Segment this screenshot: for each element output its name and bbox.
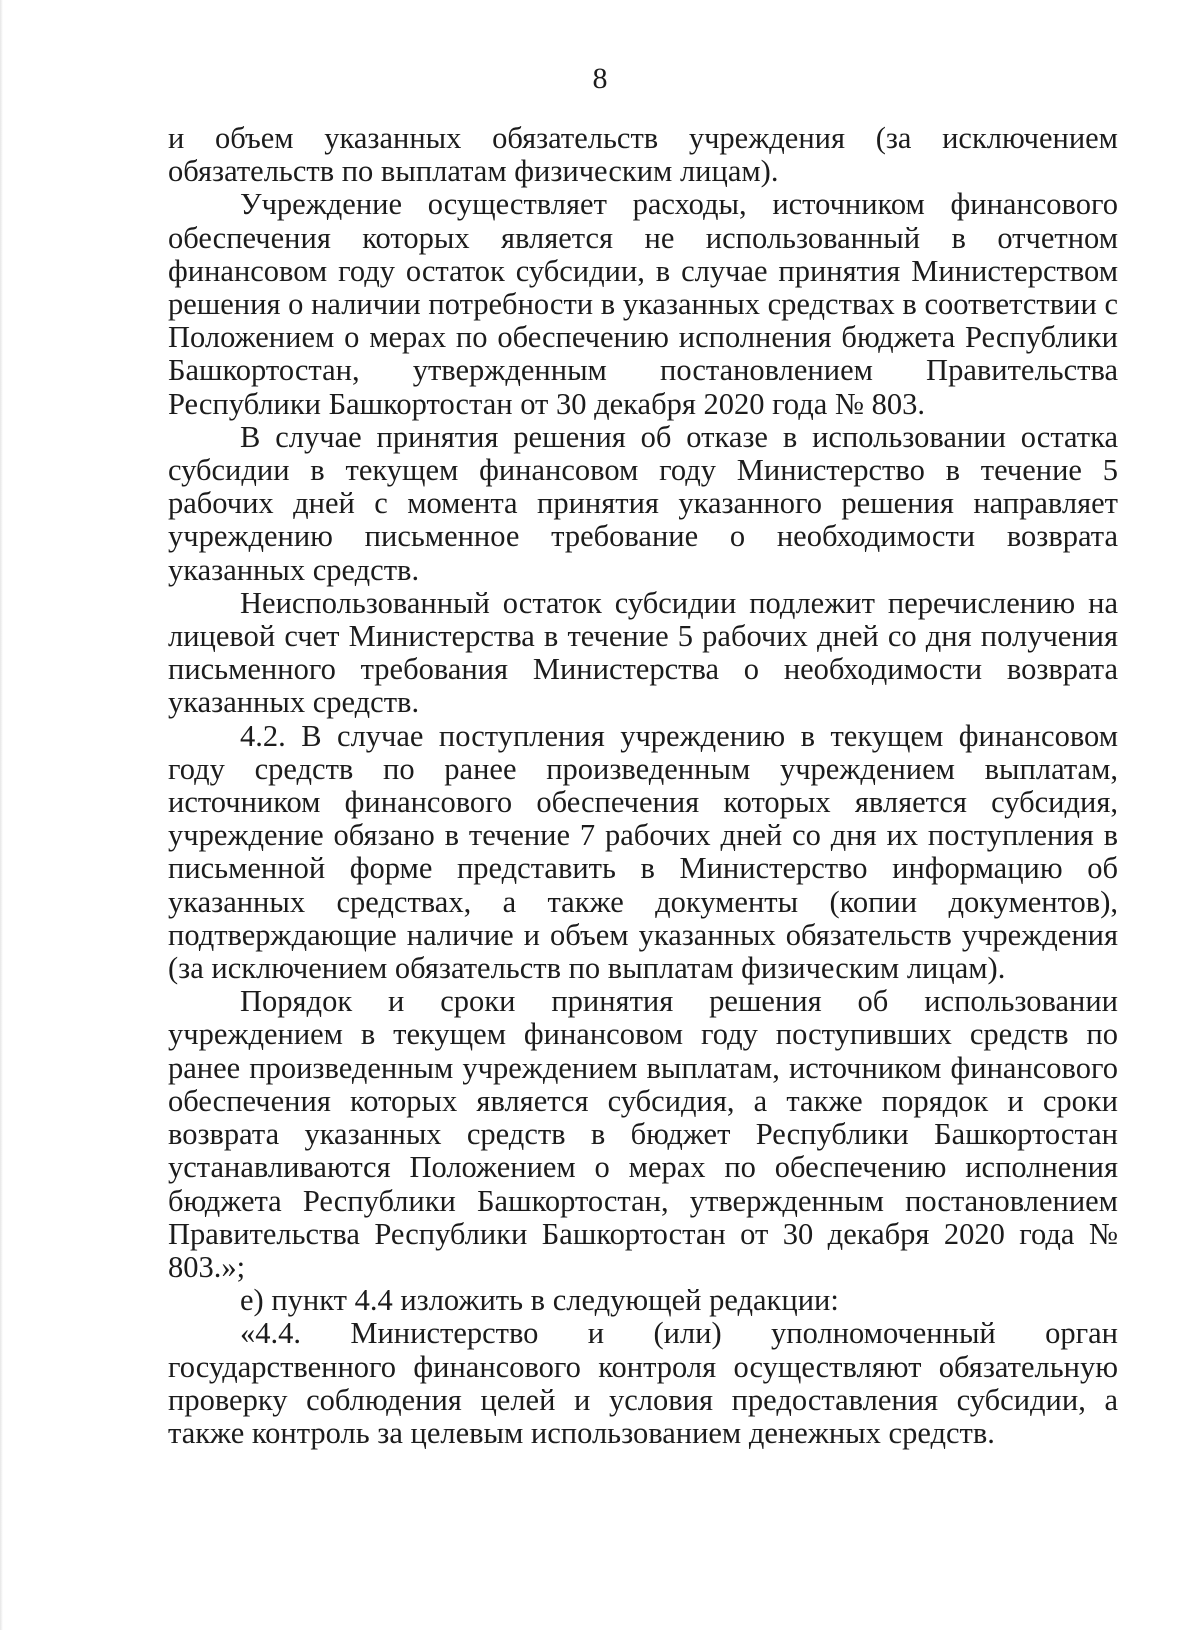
page-number: 8 (592, 62, 608, 95)
document-body (168, 122, 1118, 1450)
paragraph-continuation: и объем указанных обязательств учреждения (за исключением обязательств по выплатам физическим лицам). (168, 121, 1118, 189)
paragraph-procedure-terms: Порядок и сроки принятия решения об использовании учреждением в текущем финансовом году поступивших средств по ранее произведенным учреждением выплатам, источником финансового обеспечения которых является субсидия, а также порядок и сроки возврата указанных средств в бюджет Республики Башкортостан устанавливаются Положением о мерах по обеспечению исполнения бюджета Республики Башкортостан, утвержденным постановлением Правительства Республики Башкортостан от 30 декабря 2020 года № 803.»; (168, 984, 1118, 1284)
scan-edge (0, 0, 3, 1630)
paragraph-item-e: е) пункт 4.4 изложить в следующей редакции: (240, 1283, 839, 1318)
paragraph-clause-4-2: 4.2. В случае поступления учреждению в текущем финансовом году средств по ранее произведенным учреждением выплатам, источником финансового обеспечения которых является субсидия, учреждение обязано в течение 7 рабочих дней со дня их поступления в письменной форме представить в Министерство информацию об указанных средствах, а также документы (копии документов), подтверждающие наличие и объем указанных обязательств учреждения (за исключением обязательств по выплатам физическим лицам). (168, 718, 1118, 986)
paragraph-unused-balance-expenses: Учреждение осуществляет расходы, источником финансового обеспечения которых является не использованный в отчетном финансовом году остаток субсидии, в случае принятия Министерством решения о наличии потребности в указанных средствах в соответствии с Положением о мерах по обеспечению исполнения бюджета Республики Башкортостан, утвержденным постановлением Правительства Республики Башкортостан от 30 декабря 2020 года № 803. (168, 187, 1118, 421)
paragraph-clause-4-4: «4.4. Министерство и (или) уполномоченный орган государственного финансового контроля осуществляют обязательную проверку соблюдения целей и условия предоставления субсидии, а также контроль за целевым использованием денежных средств. (168, 1316, 1118, 1450)
paragraph-balance-transfer: Неиспользованный остаток субсидии подлежит перечислению на лицевой счет Министерства в течение 5 рабочих дней со дня получения письменного требования Министерства о необходимости возврата указанных средств. (168, 585, 1118, 720)
paragraph-refusal-decision: В случае принятия решения об отказе в использовании остатка субсидии в текущем финансовом году Министерство в течение 5 рабочих дней с момента принятия указанного решения направляет учреждению письменное требование о необходимости возврата указанных средств. (168, 419, 1118, 587)
